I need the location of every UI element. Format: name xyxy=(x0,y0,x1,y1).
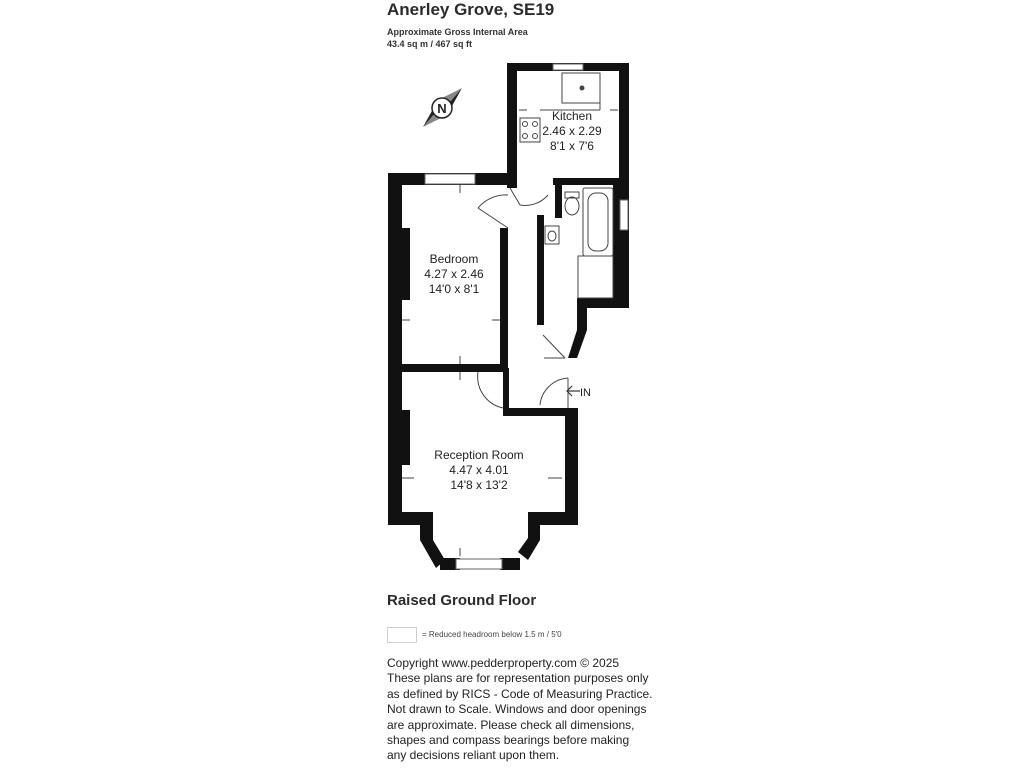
room-imperial: 14'0 x 8'1 xyxy=(428,282,480,296)
entrance-arrow-icon xyxy=(567,386,580,396)
door-swings xyxy=(478,188,568,408)
hob-icon xyxy=(520,118,540,142)
compass-letter: N xyxy=(437,101,447,116)
legend-swatch xyxy=(387,627,417,643)
copyright-line: are approximate. Please check all dimensions, xyxy=(387,717,635,732)
room-imperial: 8'1 x 7'6 xyxy=(550,139,594,153)
room-metric: 4.47 x 4.01 xyxy=(449,463,509,477)
toilet-icon xyxy=(565,197,579,215)
room-imperial: 14'8 x 13'2 xyxy=(450,478,508,492)
copyright-line: These plans are for representation purposes only xyxy=(387,671,649,686)
copyright-notice xyxy=(387,656,657,764)
windows xyxy=(425,64,628,569)
floor-name: Raised Ground Floor xyxy=(387,592,537,609)
entrance-label: IN xyxy=(580,387,591,399)
room-metric: 2.46 x 2.29 xyxy=(542,124,602,138)
room-bedroom xyxy=(424,252,484,296)
room-name: Bedroom xyxy=(429,252,479,266)
legend-text: = Reduced headroom below 1.5 m / 5'0 xyxy=(422,630,562,639)
area-value: 43.4 sq m / 467 sq ft xyxy=(387,39,473,49)
copyright-line: as defined by RICS - Code of Measuring Practice. xyxy=(387,686,653,701)
copyright-line: Copyright www.pedderproperty.com © 2025 xyxy=(387,656,620,670)
copyright-line: Not drawn to Scale. Windows and door openings xyxy=(387,702,647,717)
room-kitchen xyxy=(542,109,602,153)
room-reception xyxy=(434,448,523,492)
room-name: Reception Room xyxy=(434,448,524,462)
north-compass-icon xyxy=(423,88,462,127)
copyright-line: shapes and compass bearings before making xyxy=(387,733,630,748)
room-metric: 4.27 x 2.46 xyxy=(424,267,484,281)
plan-title: Anerley Grove, SE19 xyxy=(387,0,555,19)
copyright-line: any decisions reliant upon them. xyxy=(387,748,560,763)
area-label: Approximate Gross Internal Area xyxy=(387,27,528,37)
room-name: Kitchen xyxy=(551,109,593,123)
